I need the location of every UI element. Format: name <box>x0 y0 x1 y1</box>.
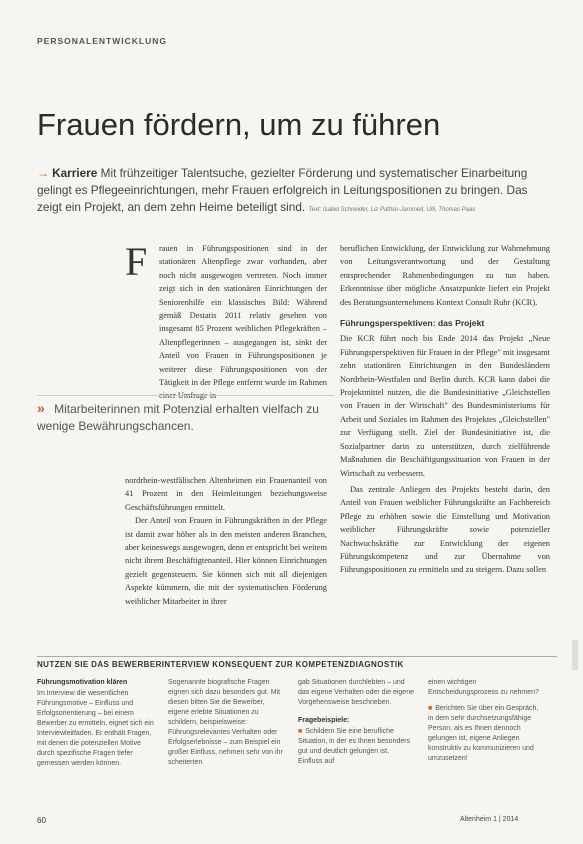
infobox-heading: NUTZEN SIE DAS BEWERBERINTERVIEW KONSEQUENT ZUR KOMPETENZDIAGNOSTIK <box>37 660 404 669</box>
infobox-column-4 <box>428 678 545 764</box>
magazine-footer: Altenheim 1 | 2014 <box>460 816 519 823</box>
infobox-text: einen wichtigen Entscheidungsprozess zu nehmen? <box>428 679 539 696</box>
infobox-column-2 <box>168 678 285 768</box>
paragraph: beruflichen Entwicklung, der Entwicklung zur Wahrnehmung von Leitungsverantwortung und der Gestaltung entsprechender Rahmenbedingungen zu tun haben. Erkenntnisse über mögliche Ansatzpunkte liefert ein Projekt des Beratungsunternehmens Kontext Consult Ruhr (KCR). <box>340 244 550 307</box>
paragraph: Die KCR führt noch bis Ende 2014 das Projekt „Neue Führungsperspektiven für Frauen in der Pflege" mit insgesamt zehn stationären Einrichtungen in den Bundesländern Nordrhein-Westfalen und Berlin durch. KCR kann dabei die Projektmittel nutzen, die die Bundesinitiative „Gleichstellen von Frauen in der Wirtschaft" des Bundesministeriums für Arbeit und Soziales im Rahmen des Projektes „Gleichstellen" zur Verfügung stellt. Ziel der Bundesinitiative ist, die Sozialpartner darin zu unterstützen, durch zielführende Maßnahmen die Beschäftigungssituation von Frauen in der Wirtschaft zu verbessern. <box>340 334 550 478</box>
pull-quote <box>37 400 337 435</box>
quote-mark-icon: » <box>37 400 45 416</box>
column-1-top <box>125 242 327 403</box>
article-title: Frauen fördern, um zu führen <box>37 107 441 142</box>
column-1-bottom <box>125 474 327 608</box>
section-label: PERSONALENTWICKLUNG <box>37 36 167 46</box>
pull-quote-text: Mitarbeiterinnen mit Potenzial erhalten vielfach zu wenige Bewährungschancen. <box>37 402 319 433</box>
infobox-column-3 <box>298 678 415 767</box>
infobox-column-1 <box>37 678 154 769</box>
lead-keyword: Karriere <box>52 166 98 180</box>
paragraph: nordrhein-westfälischen Altenheimen ein Frauenanteil von 41 Prozent in den Heimleitungen beziehungsweise Geschäftsführungen ermittelt. <box>125 476 327 512</box>
paragraph: Das zentrale Anliegen des Projekts besteht darin, den Anteil von Frauen weiblicher Führungskräfte an Fachbereich Pflege zu erhöhen sowie die Einstellung und Motivation weiblicher Führungskräfte sowie potenzieller Nachwuchskräfte zur Entwicklung der eigenen Führungskompetenz und zur Übernahme von Führungspositionen zu ermitteln und zu steigern. Dazu sollen <box>340 484 550 575</box>
infobox-text: Sogenannte biografische Fragen eignen sich dazu besonders gut. Mit diesen bitten Sie die Bewerber, eigene erlebte Situationen zu schildern, beispielsweise: Führungsrelevantes Verhalten oder Erfolgserlebnisse – zum Beispiel ein großer Einfluss, nehmen sehr von ihr scheiterten <box>168 679 283 766</box>
infobox-text: gab Situationen durchlebten – und das eigene Verhalten oder die eigene Vorgehensweise beschrieben. <box>298 679 414 706</box>
paragraph: Der Anteil von Frauen in Führungskräften in der Pflege ist damit zwar höher als in den meisten anderen Branchen, aber keineswegs ausgewogen, denn er entspricht bei weitem nicht ihrem Beschäftigtenanteil. Hier können Einrichtungen gezielt gegensteuern. Sie können sich mit all diejenigen Aspekte kümmern, die mit der systematischen Förderung weiblicher Mitarbeiter in ihrer <box>125 516 327 606</box>
subheading: Führungsperspektiven: das Projekt <box>340 318 485 329</box>
infobox-divider <box>37 656 557 657</box>
quote-divider <box>37 395 334 396</box>
paragraph: rauen in Führungspositionen sind in der stationären Altenpflege zwar vorhanden, aber noch nicht ausgewogen vertreten. Noch immer zeigt sich in den stationären Einrichtungen der Seniorenhilfe ein klassisches Bild: Während gemäß Destatis 2011 relativ gesehen von insgesamt 85 Prozent weiblichen Pflegekräften – Altenpflegerinnen – ausgegangen ist, sinkt der Anteil von Frauen in Führungspositionen je weiterer diese Führungspositionen von der Tätigkeit in der Pflege entfernt wurde im Rahmen <box>159 244 327 388</box>
infobox-bullet: ■ Schildern Sie eine berufliche Situation, in der es Ihnen besonders gut und deutlich gelungen ist, Einfluss auf <box>298 727 415 767</box>
article-lead <box>37 165 547 219</box>
infobox-bullet: ■ Berichten Sie über ein Gespräch, in dem sehr durchsetzungsfähige Person, als es Ihnen dennoch gelungen ist, eigene Anliegen konstruktiv zu kommunizieren und umzusetzen! <box>428 704 545 764</box>
infobox-text: Im Interview die wesentlichen Führungsmotive – Einfluss und Erfolgsorientierung – bei einem Bewerber zu ermitteln, eignet sich ein Interviewleitfaden. Er enthält Fragen, mit denen die potenziellen Motive durch spezifische Fragen tiefer gemessen werden können. <box>37 690 154 767</box>
infobox-subtitle: Führungsmotivation klären <box>37 679 128 686</box>
column-2 <box>340 242 550 580</box>
page-edge-mark <box>572 640 578 670</box>
infobox-subtitle: Fragebeispiele: <box>298 717 350 724</box>
arrow-icon: → <box>37 166 49 180</box>
lead-text: Mit frühzeitiger Talentsuche, gezielter Förderung und systematischer Einarbeitung gelingt es Pflegeeinrichtungen, mehr Frauen erfolgreich in Leitungspositionen zu bringen. Das zeigt ein Projekt, an dem zehn Heime beteiligt sind. <box>37 166 528 214</box>
page-number: 60 <box>37 816 46 825</box>
byline: Text: Isabel Schneider, Liz Pattiso-Jaromeit, Ulli, Thomas Paas <box>308 207 476 213</box>
drop-cap-letter: F <box>125 239 148 284</box>
